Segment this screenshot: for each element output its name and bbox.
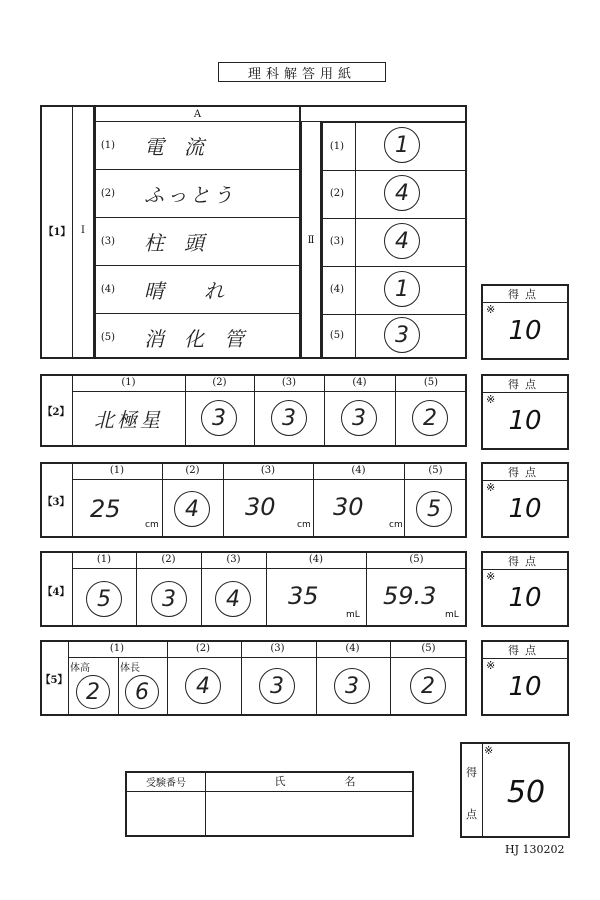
q1-a-num: (5) [100, 331, 116, 343]
q2-answer: 3 [201, 400, 237, 436]
q3-num: (4) [351, 465, 366, 476]
q5-num: (1) [109, 643, 125, 654]
q1-ii-num: (1) [329, 141, 345, 152]
q3-answer-2: 4 [174, 491, 210, 527]
total-score-value: 50 [506, 774, 546, 810]
q3-answer-5: 5 [416, 491, 452, 527]
q1-a-num: (3) [100, 235, 116, 247]
q1-ii-answer: 4 [384, 223, 420, 259]
q1-a-answer: 柱 頭 [144, 231, 204, 255]
q5-answer: 4 [185, 668, 221, 704]
q1-col-a-header: A [193, 108, 202, 120]
q4-unit-4: mL [346, 610, 360, 620]
name-field[interactable] [206, 791, 412, 835]
q3-answer-1: 25 [90, 495, 121, 523]
q4-answer-1: 5 [86, 581, 122, 617]
q3-score-value: 10 [508, 493, 542, 524]
q3-answer-3: 30 [245, 493, 276, 521]
q4-num: (1) [96, 554, 112, 565]
q4-num: (5) [409, 554, 424, 565]
q4-answer-2: 3 [151, 581, 187, 617]
q1-ii-answer: 1 [384, 271, 420, 307]
score-header: 得点 [483, 553, 567, 570]
score-mark: ※ [486, 303, 496, 316]
sheet-title: 理科解答用紙 [218, 62, 386, 82]
q4-unit-5: mL [445, 610, 459, 620]
q1-ii-num: (4) [329, 284, 345, 295]
q2-label: 【2】 [42, 406, 70, 418]
q1-a-rows [94, 121, 301, 357]
score-header: 得点 [483, 376, 567, 393]
q5-sub-label-height: 体高 [70, 663, 90, 674]
q2-num: (4) [352, 377, 367, 388]
q4-answer-4: 35 [288, 582, 319, 610]
q3-num: (3) [260, 465, 276, 476]
name-label-1: 氏 [274, 775, 286, 788]
score-mark: ※ [486, 570, 496, 583]
q3-unit-1: cm [145, 520, 159, 530]
q4-score-value: 10 [508, 582, 542, 613]
q3-num: (5) [428, 465, 443, 476]
q5-answer: 3 [259, 668, 295, 704]
score-header: 得点 [483, 642, 567, 659]
score-mark: ※ [486, 659, 496, 672]
q5-num: (4) [345, 643, 360, 654]
q5-num: (5) [421, 643, 436, 654]
q1-ii-answer: 3 [384, 317, 420, 353]
q1-ii-answer: 4 [384, 175, 420, 211]
q5-num: (3) [270, 643, 285, 654]
q5-sub-label-length: 体長 [120, 663, 140, 674]
q1-a-answer: ふっとう [144, 183, 236, 207]
exam-number-label: 受験番号 [146, 777, 186, 789]
q1-score-value: 10 [508, 315, 542, 346]
q2-num: (1) [121, 377, 136, 388]
total-label-bottom: 点 [466, 808, 477, 821]
q2-answer: 2 [412, 400, 448, 436]
q1-a-num: (4) [100, 283, 116, 295]
q4-num: (4) [308, 554, 324, 565]
q2-answer-1: 北極星 [94, 407, 163, 432]
q3-answer-4: 30 [333, 493, 364, 521]
q4-label: 【4】 [42, 586, 70, 598]
q5-label: 【5】 [40, 674, 68, 686]
q2-num: (2) [212, 377, 227, 388]
q3-num: (2) [185, 465, 200, 476]
q4-num: (2) [161, 554, 176, 565]
q5-answer: 2 [410, 668, 446, 704]
q1-a-answer: 晴 れ [144, 279, 224, 303]
q2-score-value: 10 [508, 405, 542, 436]
q4-score-box [481, 551, 569, 627]
exam-number-field[interactable] [129, 791, 203, 835]
total-mark: ※ [484, 744, 494, 757]
q1-ii-num: (3) [329, 236, 345, 247]
q1-sub1-label: I [81, 224, 85, 236]
total-label-top: 得 [466, 766, 477, 779]
score-mark: ※ [486, 481, 496, 494]
q5-answer: 3 [334, 668, 370, 704]
q5-score-value: 10 [508, 671, 542, 702]
score-mark: ※ [486, 393, 496, 406]
q1-score-box [481, 284, 569, 360]
q1-ii-answer: 1 [384, 127, 420, 163]
q4-num: (3) [226, 554, 241, 565]
q5-answer-1a: 2 [76, 675, 110, 709]
q1-a-num: (1) [100, 139, 116, 151]
q3-score-box [481, 462, 569, 538]
q5-answer-1b: 6 [125, 675, 159, 709]
q2-num: (5) [423, 377, 439, 388]
q1-a-answer: 電 流 [144, 135, 204, 159]
q3-num: (1) [109, 465, 125, 476]
q4-answer-3: 4 [215, 581, 251, 617]
q3-unit-3: cm [297, 520, 311, 530]
q2-answer: 3 [341, 400, 377, 436]
q1-label: 【1】 [43, 226, 71, 238]
q3-unit-4: cm [389, 520, 403, 530]
q1-a-answer: 消 化 管 [144, 327, 244, 351]
q5-num: (2) [195, 643, 211, 654]
footer-code: HJ 130202 [505, 843, 565, 856]
q2-num: (3) [281, 377, 297, 388]
q2-answer: 3 [271, 400, 307, 436]
q4-answer-5: 59.3 [383, 582, 437, 610]
q2-score-box [481, 374, 569, 450]
q1-ii-num: (5) [329, 330, 345, 341]
score-header: 得点 [483, 286, 567, 303]
q1-ii-num: (2) [329, 188, 345, 199]
q1-sub2-label: Ⅱ [307, 234, 315, 246]
score-header: 得点 [483, 464, 567, 481]
q1-a-num: (2) [100, 187, 116, 199]
q3-label: 【3】 [42, 496, 70, 508]
name-label-2: 名 [344, 775, 356, 788]
q5-score-box [481, 640, 569, 716]
